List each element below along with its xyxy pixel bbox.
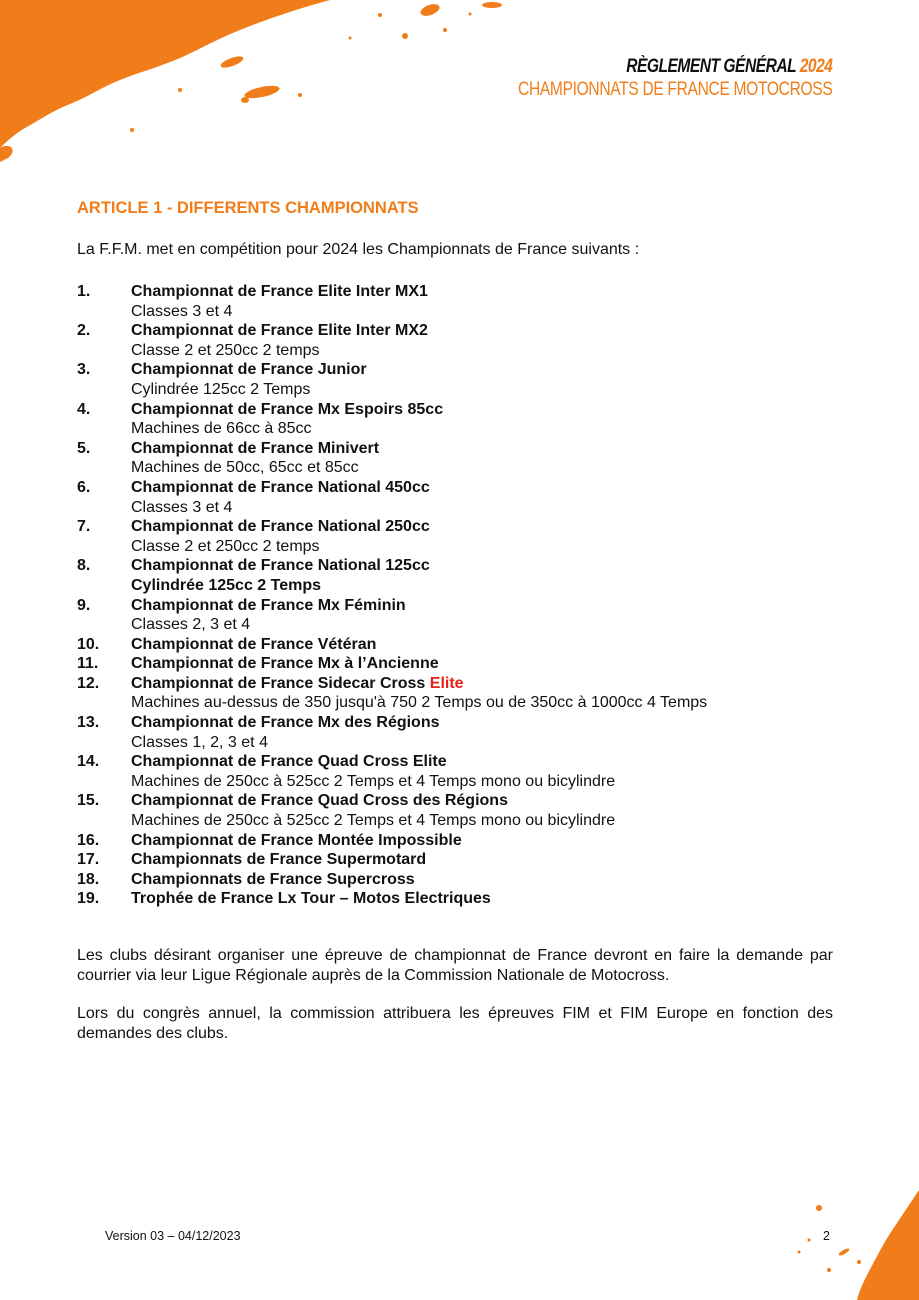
footer-version: Version 03 – 04/12/2023 [105, 1229, 241, 1243]
list-item: 1. Championnat de France Elite Inter MX1 Classes 3 et 4 [77, 283, 428, 320]
elite-highlight: Elite [429, 674, 464, 692]
list-item: 17. Championnats de France Supermotard [77, 851, 427, 869]
header-subtitle: CHAMPIONNATS DE FRANCE MOTOCROSS [517, 79, 832, 100]
list-item: 8. Championnat de France National 125cc Cylindrée 125cc 2 Temps [77, 557, 430, 594]
article-title: ARTICLE 1 - DIFFERENTS CHAMPIONNATS [77, 199, 419, 217]
list-item: 3. Championnat de France Junior Cylindrée 125cc 2 Temps [77, 361, 367, 398]
list-item: 13. Championnat de France Mx des Régions Classes 1, 2, 3 et 4 [77, 714, 440, 751]
list-item: 18. Championnats de France Supercross [77, 870, 415, 888]
header-year: 2024 [799, 56, 832, 77]
header-title: RÈGLEMENT GÉNÉRAL 2024 [625, 56, 832, 77]
orange-splash-decoration [0, 0, 520, 170]
list-item: 4. Championnat de France Mx Espoirs 85cc Machines de 66cc à 85cc [77, 400, 444, 438]
list-item: 6. Championnat de France National 450cc Classes 3 et 4 [77, 478, 430, 516]
list-item: 15. Championnat de France Quad Cross des Régions Machines de 250cc à 525cc 2 Temps et 4 Temps mono ou bicylindre [77, 792, 616, 830]
list-item: 12. Championnat de France Sidecar Cross Elite Machines au-dessus de 350 jusqu'à 750 2 Temps ou de 350cc à 1000cc 4 Temps [77, 674, 708, 712]
document-header [449, 56, 832, 102]
list-item: 5. Championnat de France Minivert Machines de 50cc, 65cc et 85cc [77, 439, 380, 477]
list-item: 16. Championnat de France Montée Impossible [77, 831, 462, 849]
paragraph-congress: Lors du congrès annuel, la commission attribuera les épreuves FIM et FIM Europe en fonction des demandes des clubs. [77, 1005, 833, 1042]
list-item: 19. Trophée de France Lx Tour – Motos Electriques [77, 890, 491, 908]
list-item: 9. Championnat de France Mx Féminin Classes 2, 3 et 4 [77, 596, 406, 634]
orange-splash-decoration-bottom [749, 1190, 919, 1300]
page-number: 2 [823, 1229, 830, 1243]
list-item: 14. Championnat de France Quad Cross Elite Machines de 250cc à 525cc 2 Temps et 4 Temps mono ou bicylindre [77, 753, 616, 790]
list-item: 11. Championnat de France Mx à l’Ancienne [77, 655, 439, 673]
list-item: 7. Championnat de France National 250cc Classe 2 et 250cc 2 temps [77, 518, 430, 555]
championship-list [77, 282, 857, 909]
paragraph-organisation: Les clubs désirant organiser une épreuve de championnat de France devront en faire la demande par courrier via leur Ligue Régionale auprès de la Commission Nationale de Motocross. [77, 947, 833, 984]
list-item: 2. Championnat de France Elite Inter MX2 Classe 2 et 250cc 2 temps [77, 322, 428, 359]
list-item: 10. Championnat de France Vétéran [77, 635, 377, 653]
article-intro: La F.F.M. met en compétition pour 2024 les Championnats de France suivants : [77, 241, 640, 258]
